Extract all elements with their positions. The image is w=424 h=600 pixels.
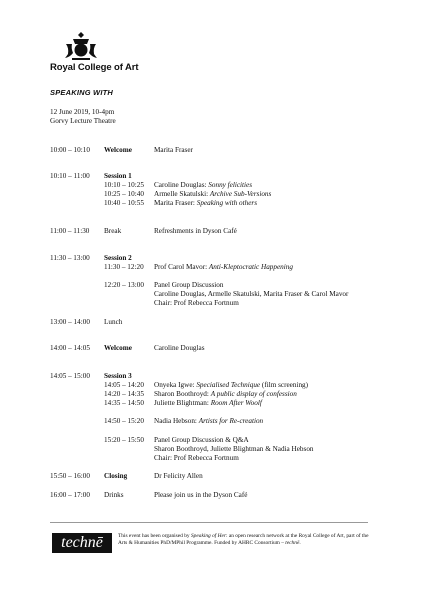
schedule-label: Drinks (104, 491, 124, 499)
session-item: Nadia Hebson: Artists for Re-creation (154, 417, 264, 425)
session-item: Marita Fraser: Speaking with others (154, 199, 258, 207)
session-item-time: 10:10 – 10:25 (104, 181, 144, 189)
schedule-desc: Dr Felicity Allen (154, 472, 203, 480)
session-item-time: 11:30 – 12:20 (104, 263, 144, 271)
event-title: SPEAKING WITH (50, 88, 114, 97)
event-date-venue (50, 108, 116, 126)
panel-participants: Caroline Douglas, Armelle Skatulski, Marita Fraser & Carol Mavor (154, 290, 349, 298)
panel-chair: Chair: Prof Rebecca Fortnum (154, 299, 239, 307)
footer-note: This event has been organised by Speaking of Her: an open research network at the Royal College of Art, part of the Arts & Humanities PhD/MPhil Programme. Funded by AHRC Consortium – technē. (118, 533, 369, 547)
schedule-time: 15:50 – 16:00 (50, 472, 90, 480)
schedule-time: 14:05 – 15:00 (50, 372, 90, 380)
schedule-label: Lunch (104, 318, 123, 326)
session-item-time: 12:20 – 13:00 (104, 281, 144, 289)
session-item: Juliette Blightman: Room After Woolf (154, 399, 262, 407)
schedule-label: Session 2 (104, 254, 132, 262)
session-item: Sharon Boothroyd: A public display of confession (154, 390, 297, 398)
event-venue: Gorvy Lecture Theatre (50, 117, 116, 125)
schedule-label: Session 1 (104, 172, 132, 180)
schedule-time: 11:30 – 13:00 (50, 254, 90, 262)
schedule-time: 14:00 – 14:05 (50, 344, 90, 352)
schedule-desc: Caroline Douglas (154, 344, 205, 352)
session-item-time: 14:20 – 14:35 (104, 390, 144, 398)
panel-participants: Sharon Boothroyd, Juliette Blightman & Nadia Hebson (154, 445, 314, 453)
session-item: Panel Group Discussion & Q&A (154, 436, 249, 444)
event-date: 12 June 2019, 10-4pm (50, 108, 115, 116)
schedule-label: Break (104, 227, 122, 235)
session-item-time: 10:25 – 10:40 (104, 190, 144, 198)
schedule-desc: Refreshments in Dyson Café (154, 227, 237, 235)
schedule-label: Welcome (104, 146, 132, 154)
footer-divider (50, 522, 368, 523)
session-item-time: 15:20 – 15:50 (104, 436, 144, 444)
schedule-time: 16:00 – 17:00 (50, 491, 90, 499)
techne-logo: technē (52, 533, 112, 553)
schedule-label: Welcome (104, 344, 132, 352)
session-item-time: 10:40 – 10:55 (104, 199, 144, 207)
schedule-desc: Please join us in the Dyson Café (154, 491, 248, 499)
session-item: Caroline Douglas: Sonny felicities (154, 181, 253, 189)
schedule-time: 10:10 – 11:00 (50, 172, 90, 180)
schedule-label: Session 3 (104, 372, 132, 380)
royal-crest-icon (62, 30, 100, 62)
logo-wordmark: Royal College of Art (50, 62, 139, 73)
schedule-label: Closing (104, 472, 128, 480)
session-item: Prof Carol Mavor: Anti-Kleptocratic Happening (154, 263, 293, 271)
session-item: Onyeka Igwe: Specialised Technique (film screening) (154, 381, 309, 389)
session-item-time: 14:50 – 15:20 (104, 417, 144, 425)
schedule-time: 13:00 – 14:00 (50, 318, 90, 326)
session-item: Armelle Skatulski: Archive Sub-Versions (154, 190, 272, 198)
schedule-desc: Marita Fraser (154, 146, 193, 154)
session-item: Panel Group Discussion (154, 281, 224, 289)
panel-chair: Chair: Prof Rebecca Fortnum (154, 454, 239, 462)
session-item-time: 14:35 – 14:50 (104, 399, 144, 407)
session-item-time: 14:05 – 14:20 (104, 381, 144, 389)
schedule-time: 10:00 – 10:10 (50, 146, 90, 154)
schedule-time: 11:00 – 11:30 (50, 227, 90, 235)
